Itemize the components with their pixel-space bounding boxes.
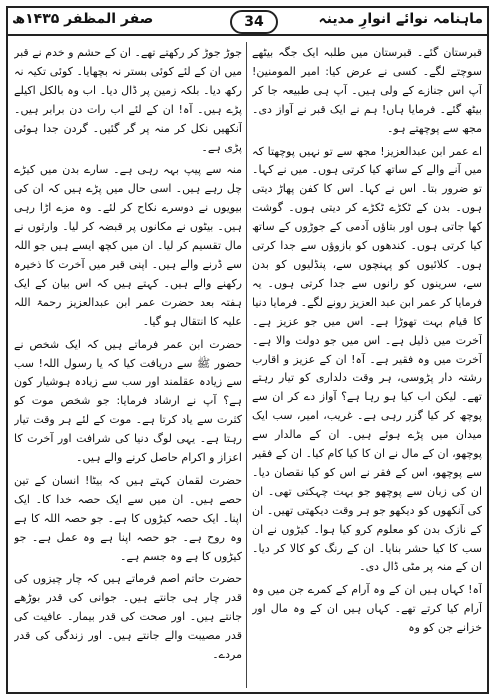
column-divider (246, 42, 247, 688)
magazine-title: ماہنامہ نوائے انوارِ مدینہ (318, 11, 483, 27)
paragraph: جوڑ جوڑ کر رکھتے تھے۔ ان کے حشم و خدم نے قبر میں ان کے لئے کوئی بستر نہ بچھایا۔ کوئی تکیہ نہ رکھ دیا۔ بلکہ زمین پر ڈال دیا۔ اب وہ بالکل اکیلے پڑے ہیں۔ آہ! ان کے لئے اب رات دن برابر ہیں۔ آنکھیں نکل کر منہ پر گر گئیں۔ گردن جدا ہوئی پڑی ہے۔ (14, 46, 242, 154)
paragraph: اے عمر ابن عبدالعزیز! مجھ سے تو نہیں پوچھتا کہ میں آنے والے کے ساتھ کیا کرتی ہوں۔ میں نے کہا۔ تو ضرور بتا۔ اس نے کہا۔ اس کا کفن پھاڑ دیتی ہوں۔ بدن کے ٹکڑے ٹکڑے کر دیتی ہوں۔ گوشت کھا جاتی ہوں اور بتاؤں آدمی کے جوڑوں کے ساتھ کیا کرتی ہوں۔ کندھوں کو بازوؤں سے جدا کرتی ہوں۔ کلائیوں کو پہنچوں سے، پنڈلیوں کو بدن سے، سرینوں کو رانوں سے جدا کرتی ہوں۔ یہ فرمایا کر عمر ابن عبد العزیز رونے لگے۔ فرمایا دنیا کا قیام بہت تھوڑا ہے۔ اس میں جو عزیز ہے۔ آخرت میں ذلیل ہے۔ اس میں جو دولت والا ہے۔ آخرت میں وہ فقیر ہے۔ آہ! ان کے عزیز و اقارب رشتہ دار پڑوسی، ہر وقت دلداری کو تیار رہتے تھے۔ لیکن اب کیا ہو رہا ہے؟ آواز دے کر ان سے پوچھ کر کیا گزر رہی ہے۔ غریب، امیر، سب ایک میدان میں پڑے ہوئے ہیں۔ ان کے مالدار سے پوچھو، ان کے مال نے ان کا کیا کام کیا۔ ان کے فقیر سے پوچھو، اس کے فقر نے اس کو کیا نقصان دیا۔ ان کی زبان سے پوچھو جو بہت چہکتی تھی۔ ان کی آنکھوں کو دیکھو جو ہر وقت دیکھتی تھیں۔ ان کے نازک بدن کو معلوم کرو کیا ہوا۔ کیڑوں نے ان سب کا کیا حشر بنایا۔ ان کے رنگ کو کالا کر دیا۔ ان کے منہ پر مٹی ڈال دی۔ (252, 144, 482, 574)
issue-date: صفر المظفر ۱۴۳۵ھ (12, 11, 154, 27)
paragraph: حضرت ابن عمر فرماتے ہیں کہ ایک شخص نے حضور ﷺ سے دریافت کیا کہ یا رسول اللہ! سب سے زیادہ عقلمند اور سب سے زیادہ ہوشیار کون ہے؟ آپ نے ارشاد فرمایا: جو شخص موت کو کثرت سے یاد کرتا ہے۔ موت کے لئے ہر وقت تیار رہتا ہے۔ یہی لوگ دنیا کی شرافت اور آخرت کا اعزاز و اکرام حاصل کرنے والے ہیں۔ (14, 337, 242, 465)
paragraph: آہ! کہاں ہیں ان کے وہ آرام کے کمرے جن میں وہ آرام کیا کرتے تھے۔ کہاں ہیں ان کے وہ مال اور خزانے جن کو وہ (252, 583, 482, 635)
right-column (252, 44, 482, 688)
paragraph: حضرت حاتم اصم فرماتے ہیں کہ چار چیزوں کی قدر چار ہی جانتے ہیں۔ جوانی کی قدر بوڑھے جانتے ہیں۔ اور صحت کی قدر بیمار۔ عافیت کی قدر مصیبت والے جانتے ہیں۔ اور زندگی کی قدر مردے۔ (14, 572, 242, 662)
left-column (14, 44, 242, 688)
paragraph: قبرستان گئے۔ قبرستان میں طلبہ ایک جگہ بیٹھے سوچتے لگے۔ کسی نے عرض کیا: امیر المومنین! آپ اس جنازے کے ولی ہیں۔ آپ ہی طبیعہ جا کر بیٹھ گئے۔ فرمایا ہاں! ہم نے ایک قبر نے آواز دی۔ مجھ سے پوچھتے ہو۔ (252, 46, 482, 135)
paragraph: حضرت لقمان کہتے ہیں کہ بیٹا! انسان کے تین حصے ہیں۔ ان میں سے ایک حصہ خدا کا۔ ایک اپنا۔ ایک حصہ کیڑوں کا ہے۔ جو حصہ اللہ کا ہے وہ روح ہے۔ جو حصہ اپنا ہے وہ عمل ہے۔ جو کیڑوں کا ہے وہ جسم ہے۔ (14, 473, 242, 563)
page-number: 34 (230, 10, 278, 34)
page-header (8, 8, 487, 36)
paragraph: منہ سے پیپ بہہ رہی ہے۔ سارے بدن میں کیڑے چل رہے ہیں۔ اسی حال میں پڑے ہیں کہ ان کی بیویوں نے دوسرے نکاح کر لئے۔ وہ مزے اڑا رہی ہیں۔ بیٹوں نے مکانوں پر قبضہ کر لیا۔ وارثوں نے مال تقسیم کر لیا۔ ان میں کچھ ایسے ہیں جو اللہ سے ڈرنے والے ہیں۔ اپنی قبر میں آخرت کا ذخیرہ رکھنے والے ہیں۔ کہتے ہیں کہ اس بیان کے ایک ہفتہ بعد حضرت عمر ابن عبدالعزیز رحمۃ اللہ علیہ کا انتقال ہو گیا۔ (14, 163, 242, 328)
